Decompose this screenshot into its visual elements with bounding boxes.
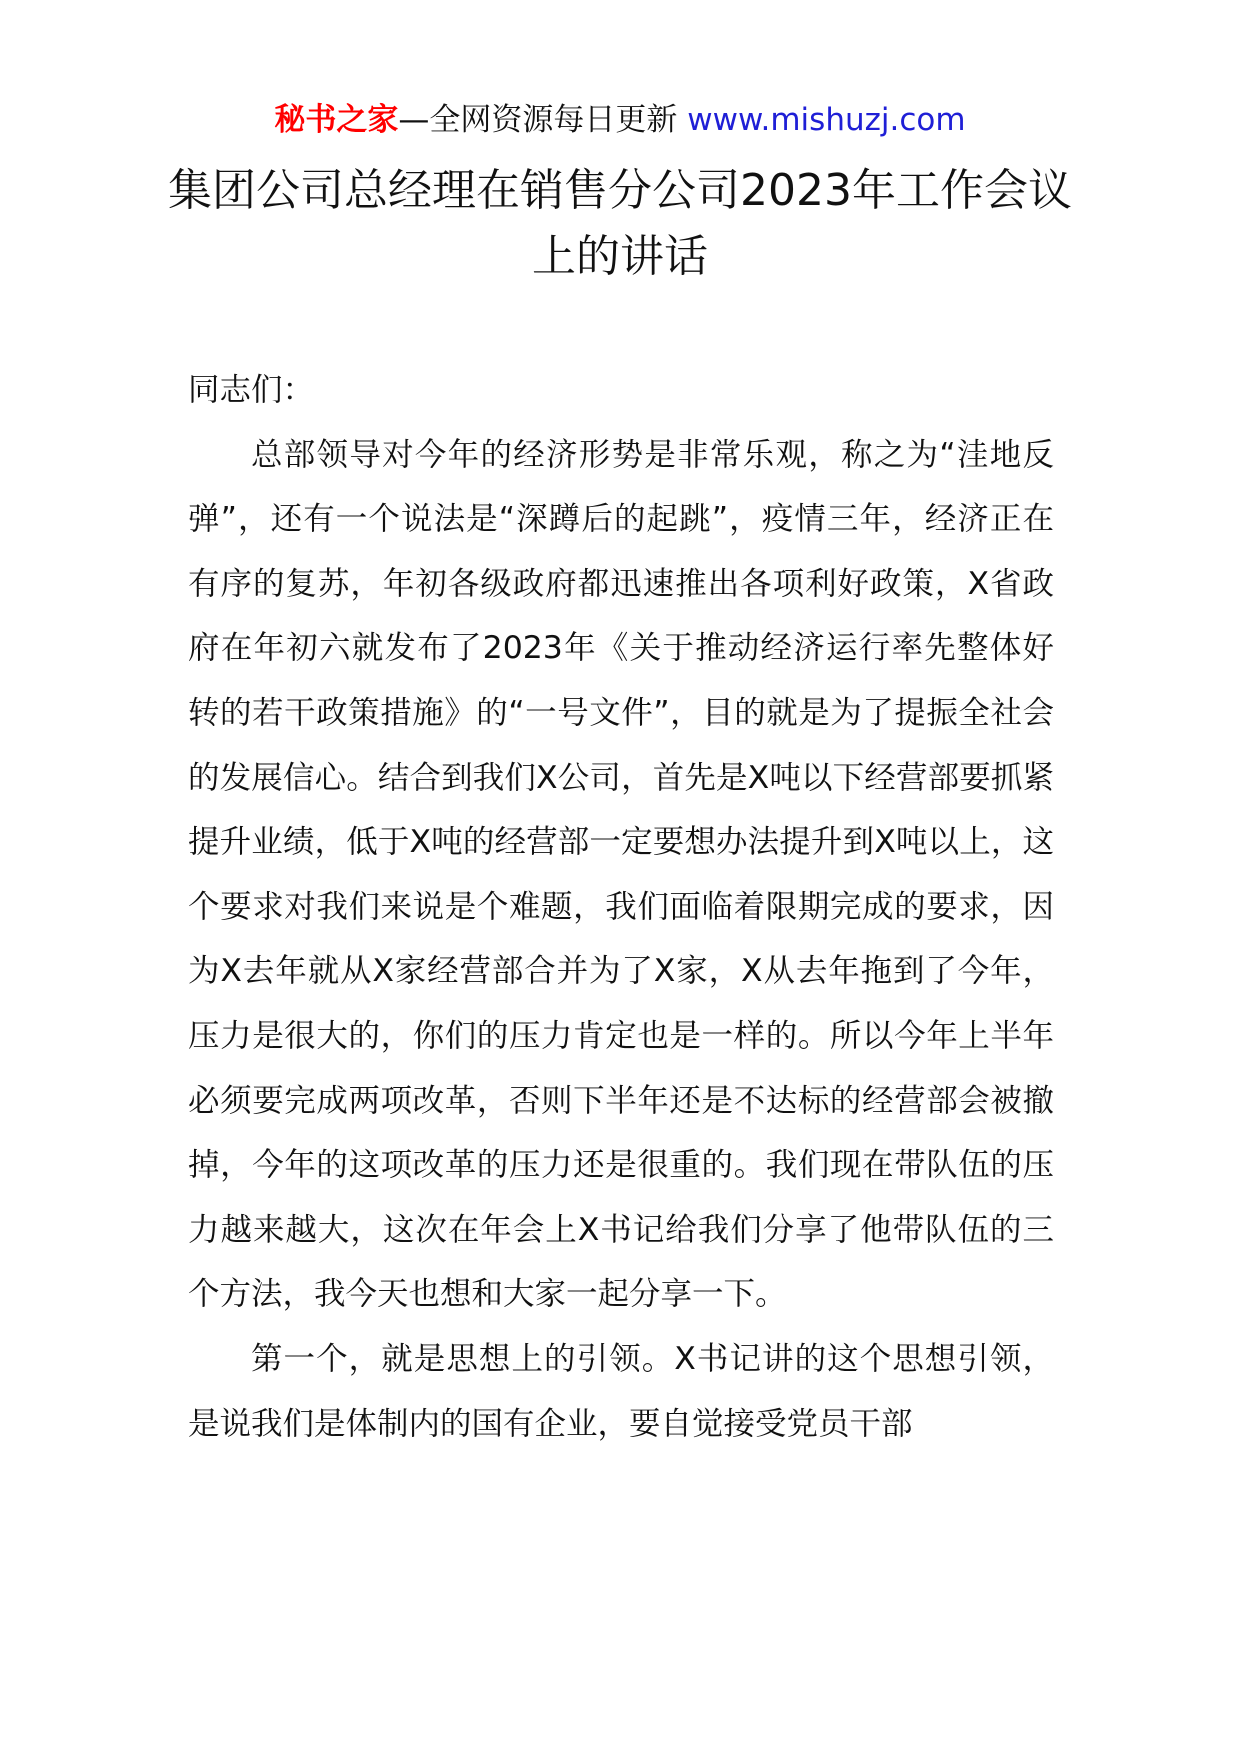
document-title: 集团公司总经理在销售分公司2023年工作会议上的讲话 xyxy=(168,165,1072,282)
site-url-link[interactable]: www.mishuzj.com xyxy=(687,102,966,138)
site-header xyxy=(0,98,1240,142)
brand-name: 秘书之家 xyxy=(274,102,399,138)
body-paragraph: 总部领导对今年的经济形势是非常乐观，称之为“洼地反弹”，还有一个说法是“深蹲后的起跳”，疫情三年，经济正在有序的复苏，年初各级政府都迅速推出各项利好政策，X省政府在年初六就发布了2023年《关于推动经济运行率先整体好转的若干政策措施》的“一号文件”，目的就是为了提振全社会的发展信心。结合到我们X公司，首先是X吨以下经营部要抓紧提升业绩，低于X吨的经营部一定要想办法提升到X吨以上，这个要求对我们来说是个难题，我们面临着限期完成的要求，因为X去年就从X家经营部合并为了X家，X从去年拖到了今年，压力是很大的，你们的压力肯定也是一样的。所以今年上半年必须要完成两项改革，否则下半年还是不达标的经营部会被撤掉，今年的这项改革的压力还是很重的。我们现在带队伍的压力越来越大，这次在年会上X书记给我们分享了他带队伍的三个方法，我今天也想和大家一起分享一下。 xyxy=(188,436,1054,1313)
body-paragraph: 第一个，就是思想上的引领。X书记讲的这个思想引领，是说我们是体制内的国有企业，要自觉接受党员干部 xyxy=(188,1340,1054,1442)
header-tagline: —全网资源每日更新 xyxy=(398,102,678,138)
salutation: 同志们： xyxy=(188,372,315,408)
document-body xyxy=(188,358,1054,1456)
